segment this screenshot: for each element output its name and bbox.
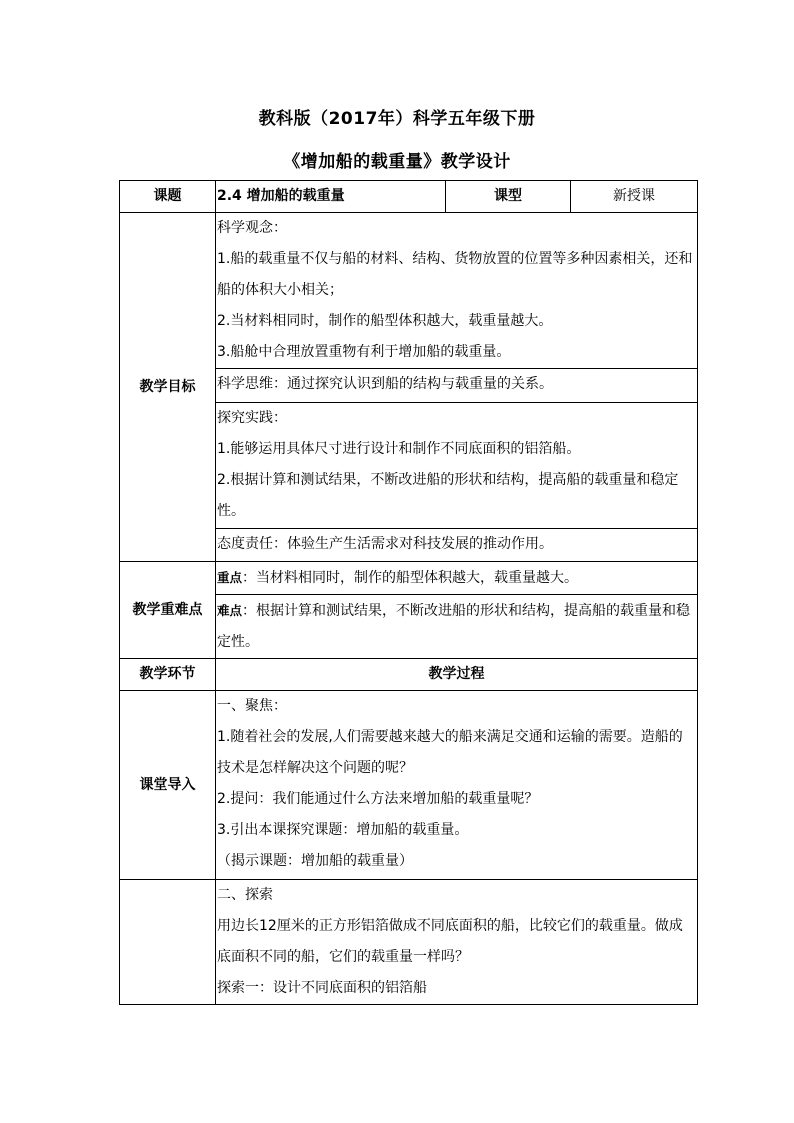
lesson-plan-table xyxy=(119,180,698,1005)
key-points-label: 教学重难点 xyxy=(120,562,216,659)
concept-item-2: 2.当材料相同时，制作的船型体积越大，载重量越大。 xyxy=(217,313,553,329)
process-header: 教学过程 xyxy=(216,659,698,691)
practice-item-1: 1.能够运用具体尺寸进行设计和制作不同底面积的铝箔船。 xyxy=(217,441,581,457)
goals-label: 教学目标 xyxy=(120,213,216,562)
goals-attitude-cell xyxy=(216,529,698,562)
process-header-row xyxy=(120,659,698,691)
type-label: 课型 xyxy=(446,181,571,213)
topic-row xyxy=(120,181,698,213)
attitude-text: 态度责任：体验生产生活需求对科技发展的推动作用。 xyxy=(217,536,553,552)
explore-head: 二、探索 xyxy=(217,887,273,903)
intro-cell xyxy=(216,691,698,880)
intro-item-2: 2.提问：我们能通过什么方法来增加船的载重量呢？ xyxy=(217,791,539,807)
concept-item-3: 3.船舱中合理放置重物有利于增加船的载重量。 xyxy=(217,344,511,360)
intro-item-3: 3.引出本课探究课题：增加船的载重量。 xyxy=(217,822,469,838)
explore-label xyxy=(120,880,216,1005)
difficult-point-tag: 难点 xyxy=(217,603,243,618)
key-point-tag: 重点 xyxy=(217,570,243,585)
practice-head: 探究实践： xyxy=(217,410,287,426)
document-subtitle: 《增加船的载重量》教学设计 xyxy=(283,152,511,172)
concept-item-1: 1.船的载重量不仅与船的材料、结构、货物放置的位置等多种因素相关，还和船的体积大小相关； xyxy=(217,251,693,298)
explore-row xyxy=(120,880,698,1005)
concept-head: 科学观念： xyxy=(217,220,287,236)
practice-item-2: 2.根据计算和测试结果，不断改进船的形状和结构，提高船的载重量和稳定性。 xyxy=(217,472,679,519)
intro-row xyxy=(120,691,698,880)
intro-head: 一、聚焦： xyxy=(217,698,287,714)
intro-item-4: （揭示课题：增加船的载重量） xyxy=(217,853,413,869)
explore-item-2: 探索一：设计不同底面积的铝箔船 xyxy=(217,980,427,996)
topic-value xyxy=(216,181,446,213)
key-point-row xyxy=(120,562,698,595)
explore-cell xyxy=(216,880,698,1005)
stage-header: 教学环节 xyxy=(120,659,216,691)
difficult-point-cell xyxy=(216,595,698,659)
type-value: 新授课 xyxy=(571,181,698,213)
intro-item-1: 1.随着社会的发展,人们需要越来越大的船来满足交通和运输的需要。造船的技术是怎样解决这个问题的呢？ xyxy=(217,729,683,776)
explore-item-1: 用边长12厘米的正方形铝箔做成不同底面积的船，比较它们的载重量。做成底面积不同的船，它们的载重量一样吗？ xyxy=(217,918,683,965)
topic-label: 课题 xyxy=(120,181,216,213)
thinking-text: 科学思维：通过探究认识到船的结构与载重量的关系。 xyxy=(217,376,553,392)
goals-thinking-cell xyxy=(216,369,698,403)
key-point-text: ：当材料相同时，制作的船型体积越大，载重量越大。 xyxy=(242,570,579,586)
difficult-point-text: ：根据计算和测试结果，不断改进船的形状和结构，提高船的载重量和稳定性。 xyxy=(217,603,691,650)
topic-text: 2.4 增加船的载重量 xyxy=(217,188,345,204)
goals-practice-cell xyxy=(216,403,698,529)
goals-concept-cell xyxy=(216,213,698,369)
intro-label: 课堂导入 xyxy=(120,691,216,880)
goals-concept-row xyxy=(120,213,698,369)
key-point-cell xyxy=(216,562,698,595)
document-title: 教科版（2017年）科学五年级下册 xyxy=(258,109,536,129)
